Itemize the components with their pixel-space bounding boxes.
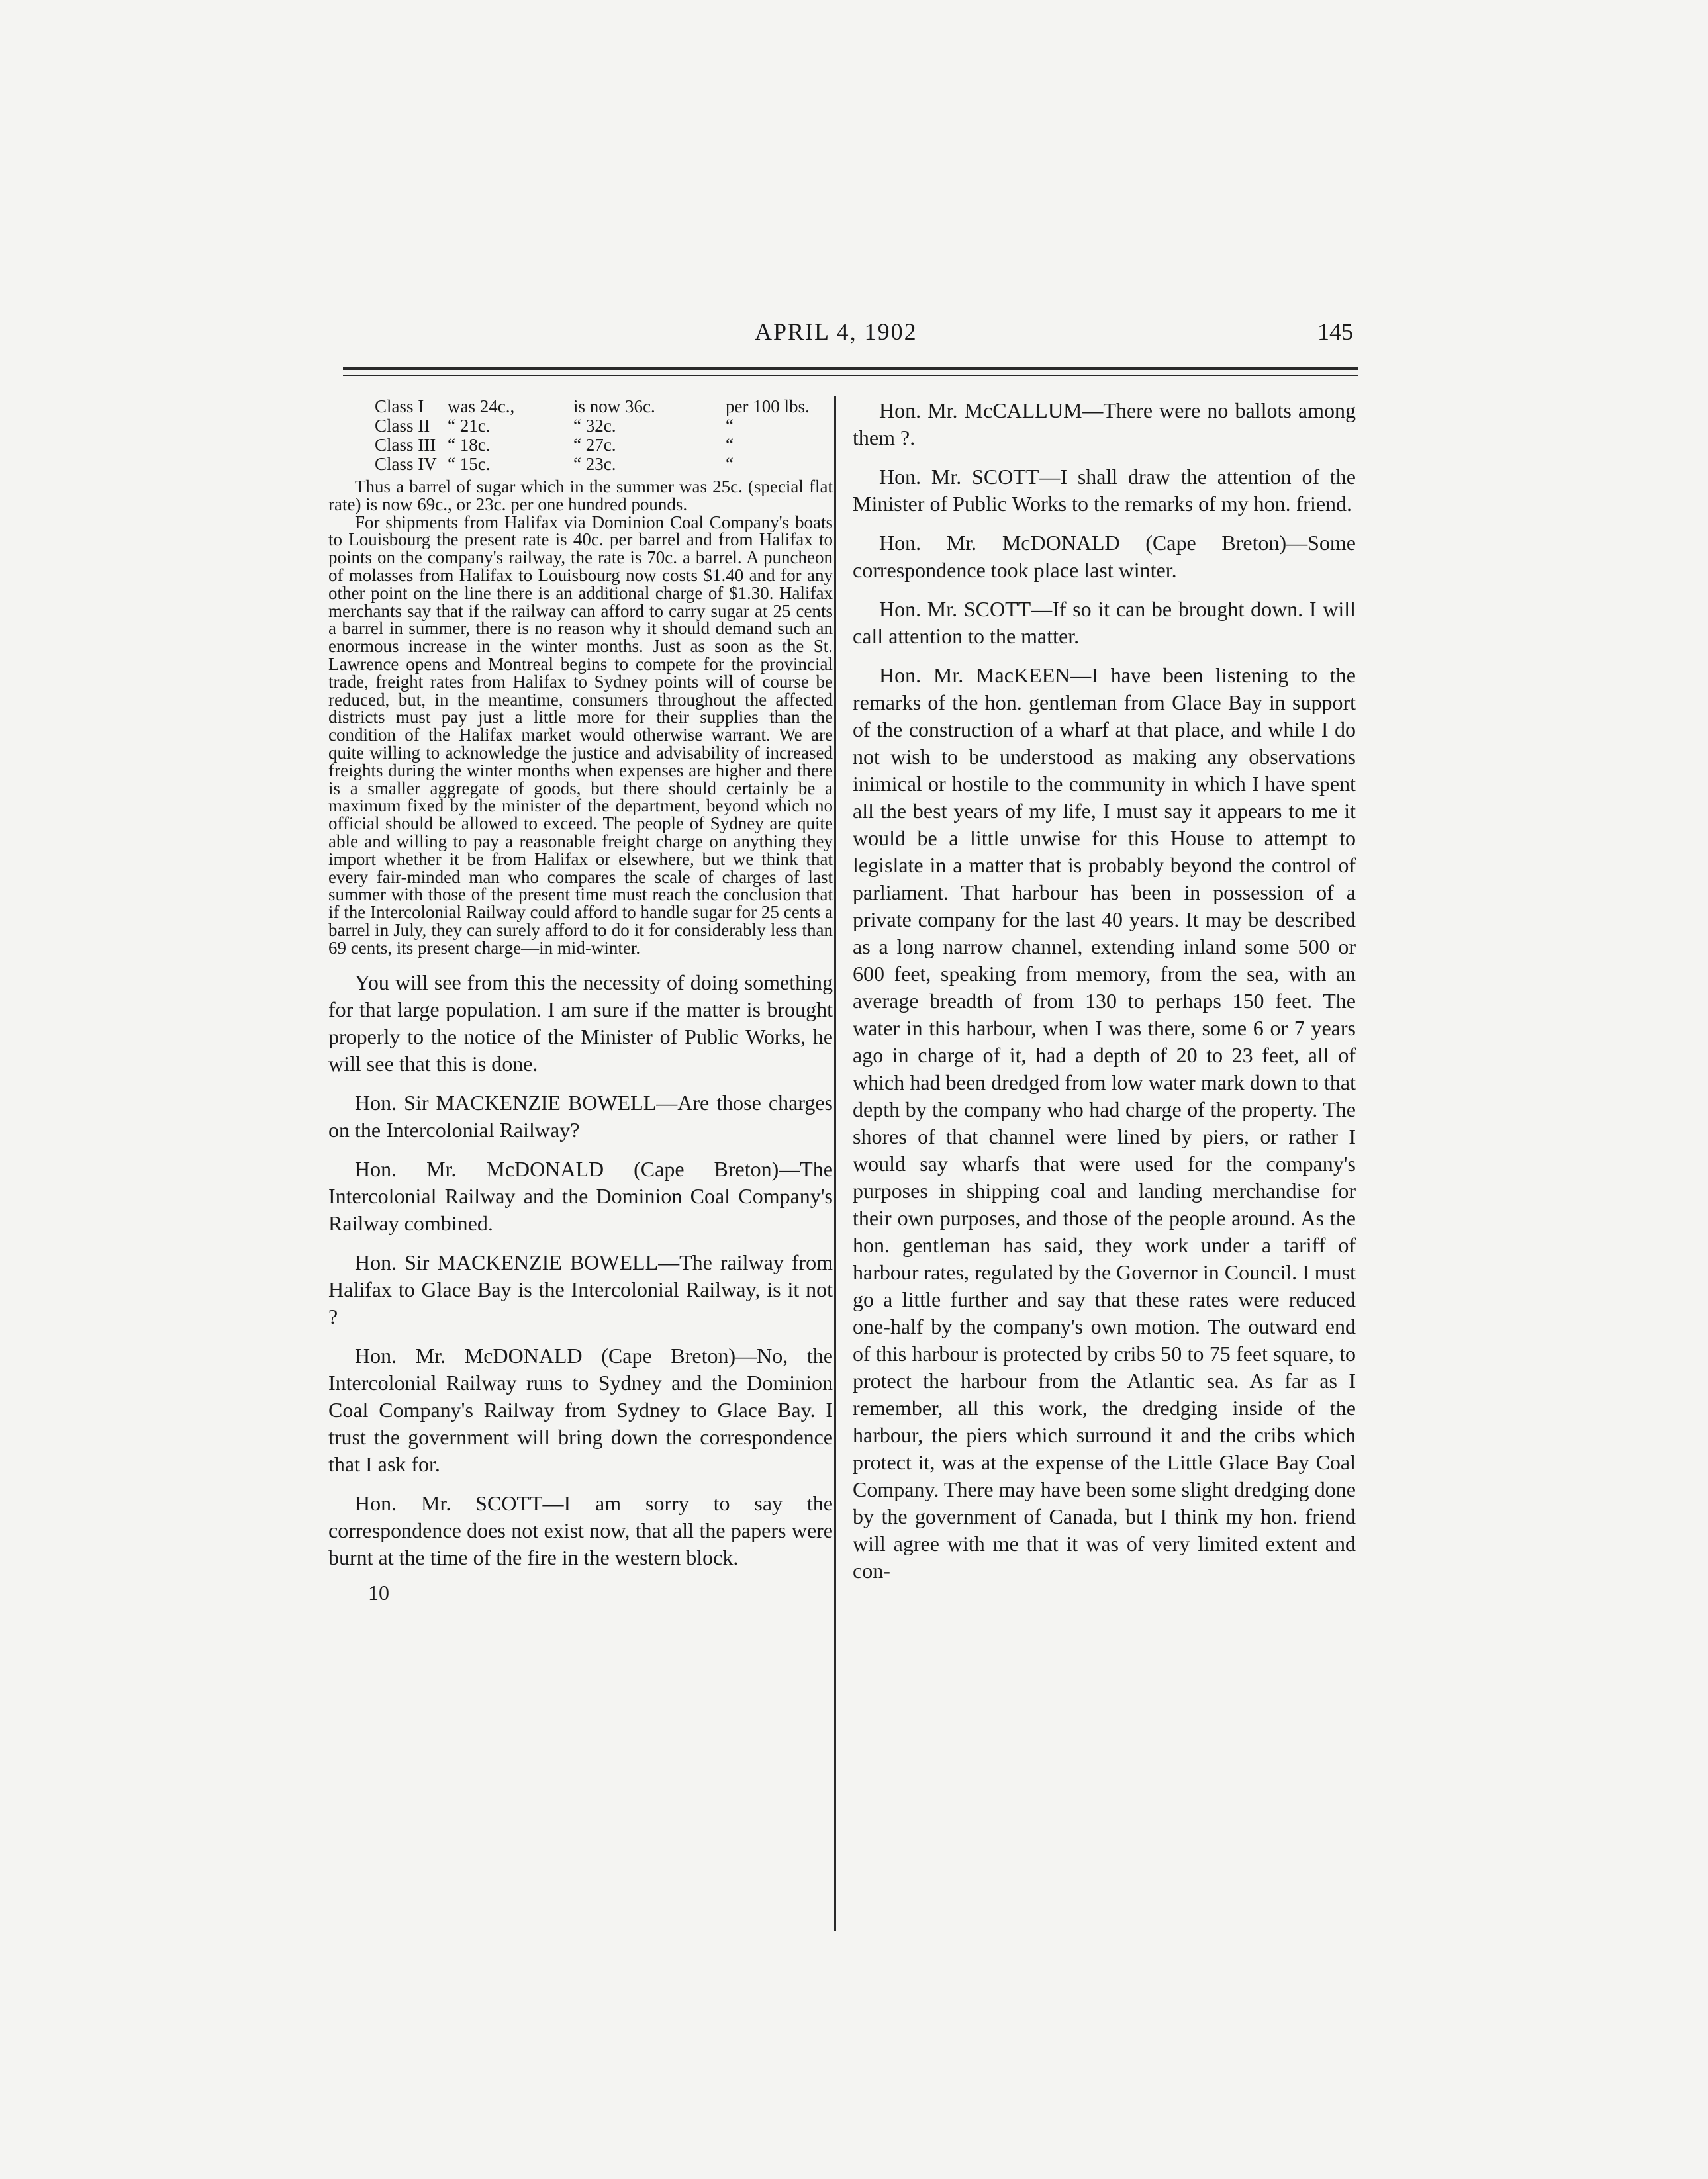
speech-paragraph: You will see from this the necessity of doing something for that large population. I am sure if the matter is brought properly to the notice of the Minister of Public Works, he will see that this is done. xyxy=(328,970,833,1076)
page-header xyxy=(0,311,1708,351)
table-row xyxy=(328,416,833,436)
speech-paragraph: Hon. Mr. SCOTT—I shall draw the attention of the Minister of Public Works to the remarks of my hon. friend. xyxy=(853,465,1356,516)
table-cell-unit: “ xyxy=(726,454,734,474)
speech-paragraph: Hon. Sir MACKENZIE BOWELL—The railway from Halifax to Glace Bay is the Intercolonial Railway, is it not ? xyxy=(328,1250,833,1328)
left-column xyxy=(328,397,833,1605)
table-cell-class: Class II xyxy=(375,416,430,436)
right-column xyxy=(853,397,1356,1585)
table-cell-now: “ 32c. xyxy=(573,416,616,436)
table-cell-class: Class III xyxy=(375,435,436,455)
table-cell-now: “ 23c. xyxy=(573,454,616,474)
header-rule-thick xyxy=(343,367,1358,370)
table-row xyxy=(328,397,833,416)
speech-paragraph: Hon. Sir MACKENZIE BOWELL—Are those charges on the Intercolonial Railway? xyxy=(328,1090,833,1142)
speech-paragraph: Hon. Mr. McCALLUM—There were no ballots among them ?. xyxy=(853,398,1356,449)
table-cell-was: “ 15c. xyxy=(448,454,491,474)
speech-paragraph: Hon. Mr. McDONALD (Cape Breton)—No, the Intercolonial Railway runs to Sydney and the Dominion Coal Company's Railway from Sydney to Glace Bay. I trust the government will bring down the correspondence that I ask for. xyxy=(328,1343,833,1476)
table-cell-unit: “ xyxy=(726,435,734,455)
table-cell-was: was 24c., xyxy=(448,396,515,416)
table-cell-class: Class IV xyxy=(375,454,437,474)
table-cell-now: is now 36c. xyxy=(573,396,655,416)
quote-paragraph: For shipments from Halifax via Dominion Coal Company's boats to Louisbourg the present rate is 40c. per barrel and from Halifax to points on the company's railway, the rate is 70c. a barrel. A puncheon of molasses from Halifax to Louisbourg now costs $1.40 and for any other point on the line there is an additional charge of $1.30. Halifax merchants say that if the railway can afford to carry sugar at 25 cents a barrel in summer, there is no reason why it should demand such an enormous increase in the winter months. Just as soon as the St. Lawrence opens and Montreal begins to compete for the provincial trade, freight rates from Halifax to Sydney points will of course be reduced, but, in the meantime, consumers throughout the affected districts must pay just a little more for their supplies than the condition of the Halifax market would otherwise warrant. We are quite willing to acknowledge the justice and advisability of increased freights during the winter months when expenses are higher and there is a smaller aggregate of goods, but there should certainly be a maximum fixed by the minister of the department, beyond which no official should be allowed to exceed. The people of Sydney are quite able and willing to pay a reasonable freight charge on anything they import whether it be from Halifax or elsewhere, but we think that every fair-minded man who compares the scale of charges of last summer with those of the present time must reach the conclusion that if the Intercolonial Railway could afford to handle sugar for 25 cents a barrel in July, they can surely afford to do it for considerably less than 69 cents, its present charge—in mid-winter. xyxy=(328,512,833,958)
table-cell-class: Class I xyxy=(375,396,424,416)
page-date: APRIL 4, 1902 xyxy=(755,318,918,345)
column-divider xyxy=(834,396,836,1931)
table-cell-was: “ 21c. xyxy=(448,416,491,436)
header-rule-thin xyxy=(343,375,1358,376)
quote-paragraph: Thus a barrel of sugar which in the summer was 25c. (special flat rate) is now 69c., or 23c. per one hundred pounds. xyxy=(328,477,833,514)
table-row xyxy=(328,455,833,474)
speech-paragraph: Hon. Mr. SCOTT—If so it can be brought down. I will call attention to the matter. xyxy=(853,597,1356,648)
speech-paragraph: Hon. Mr. McDONALD (Cape Breton)—Some correspondence took place last winter. xyxy=(853,531,1356,582)
table-cell-unit: per 100 lbs. xyxy=(726,396,810,416)
signature-mark: 10 xyxy=(368,1580,389,1604)
speech-paragraph: Hon. Mr. SCOTT—I am sorry to say the correspondence does not exist now, that all the papers were burnt at the time of the fire in the western block. xyxy=(328,1491,833,1569)
quoted-newspaper-extract xyxy=(328,478,833,957)
speech-paragraph: Hon. Mr. MacKEEN—I have been listening to the remarks of the hon. gentleman from Glace Bay in support of the construction of a wharf at that place, and while I do not wish to be understood as making any observations inimical or hostile to the community in which I have spent all the best years of my life, I must say it appears to me it would be a little unwise for this House to attempt to legislate in a matter that is probably beyond the control of parliament. That harbour has been in possession of a private company for the last 40 years. It may be described as a long narrow channel, extending inland some 500 or 600 feet, speaking from memory, from the sea, with an average breadth of from 130 to perhaps 150 feet. The water in this harbour, when I was there, some 6 or 7 years ago in charge of it, had a depth of 20 to 23 feet, all of which had been dredged from low water mark down to that depth by the company who had charge of the property. The shores of that channel were lined by piers, or rather I would say wharfs that were used for the company's purposes in shipping coal and landing merchandise for their own purposes, and those of the people around. As the hon. gentleman has said, they work under a tariff of harbour rates, regulated by the Governor in Council. I must go a little further and say that these rates were reduced one-half by the company's own motion. The outward end of this harbour is protected by cribs 50 to 75 feet square, to protect the harbour from the Atlantic sea. As far as I remember, all this work, the dredging inside of the harbour, the piers which surround it and the cribs which protect it, was at the expense of the Little Glace Bay Coal Company. There may have been some slight dredging done by the government of Canada, but I think my hon. friend will agree with me that it was of very limited extent and con- xyxy=(853,663,1356,1583)
page-number: 145 xyxy=(1317,318,1353,345)
table-cell-unit: “ xyxy=(726,416,734,436)
freight-rate-table xyxy=(328,397,833,474)
table-cell-was: “ 18c. xyxy=(448,435,491,455)
table-row xyxy=(328,436,833,455)
table-cell-now: “ 27c. xyxy=(573,435,616,455)
speech-paragraph: Hon. Mr. McDONALD (Cape Breton)—The Intercolonial Railway and the Dominion Coal Company's Railway combined. xyxy=(328,1156,833,1235)
